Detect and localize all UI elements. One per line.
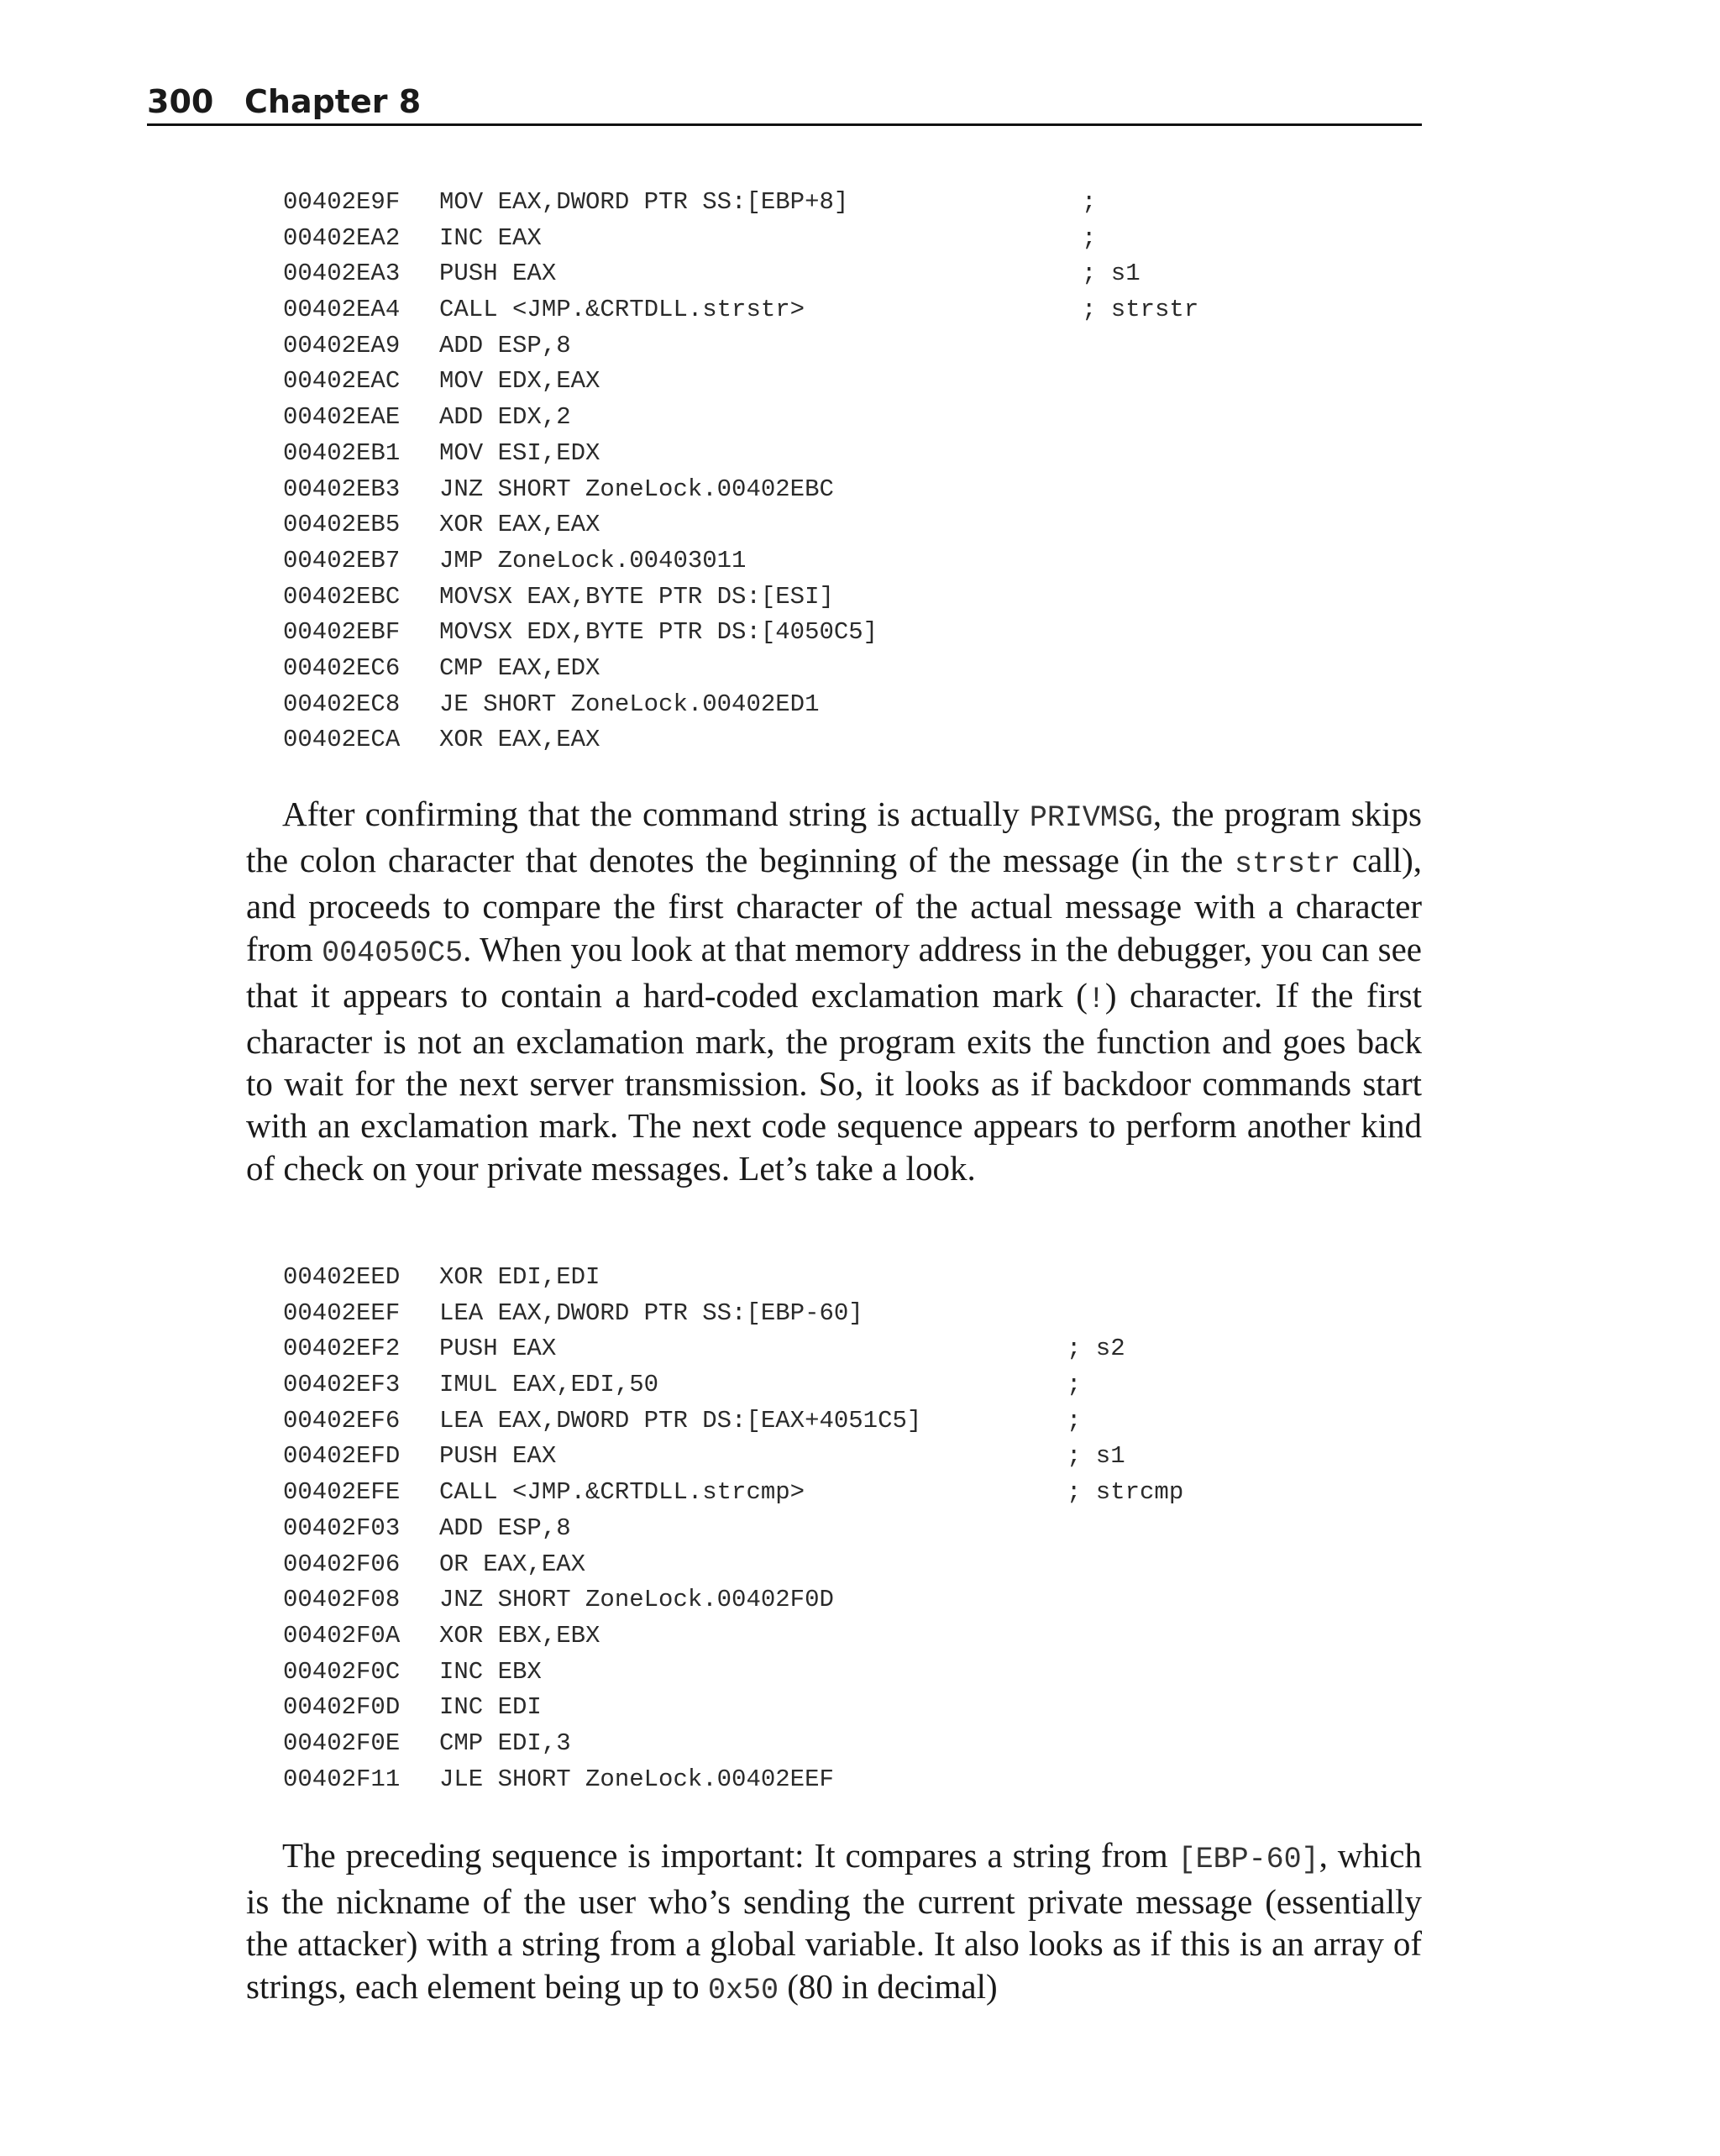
code-line bbox=[0, 292, 1720, 328]
code-line bbox=[0, 722, 1720, 758]
code-address: 00402EF6 bbox=[283, 1406, 401, 1435]
code-instruction: CALL <JMP.&CRTDLL.strstr> bbox=[439, 296, 805, 324]
code-instruction: ADD EDX,2 bbox=[439, 403, 571, 432]
code-line bbox=[0, 1260, 1720, 1296]
code-comment: ; bbox=[1082, 223, 1097, 252]
code-instruction: INC EBX bbox=[439, 1657, 542, 1686]
code-line bbox=[0, 1331, 1720, 1367]
code-listing-1 bbox=[0, 185, 1720, 758]
code-line bbox=[0, 400, 1720, 436]
code-address: 00402EFE bbox=[283, 1478, 401, 1507]
code-instruction: MOVSX EAX,BYTE PTR DS:[ESI] bbox=[439, 582, 834, 611]
code-line bbox=[0, 1762, 1720, 1798]
code-address: 00402ECA bbox=[283, 726, 401, 754]
code-address: 00402EFD bbox=[283, 1442, 401, 1471]
page-header bbox=[147, 79, 1422, 126]
code-listing-2 bbox=[0, 1260, 1720, 1797]
code-line bbox=[0, 1690, 1720, 1726]
code-instruction: MOVSX EDX,BYTE PTR DS:[4050C5] bbox=[439, 618, 878, 647]
code-address: 00402EA2 bbox=[283, 223, 401, 252]
code-line bbox=[0, 1582, 1720, 1618]
code-instruction: ADD ESP,8 bbox=[439, 1513, 571, 1542]
code-instruction: CMP EAX,EDX bbox=[439, 653, 600, 682]
code-instruction: INC EAX bbox=[439, 223, 542, 252]
code-address: 00402EED bbox=[283, 1263, 401, 1291]
code-instruction: CALL <JMP.&CRTDLL.strcmp> bbox=[439, 1478, 805, 1507]
code-line bbox=[0, 1367, 1720, 1403]
code-comment: ; s1 bbox=[1082, 260, 1141, 288]
paragraph-text: After confirming that the command string is actually bbox=[282, 795, 1030, 833]
code-line bbox=[0, 472, 1720, 508]
code-instruction: ADD ESP,8 bbox=[439, 331, 571, 359]
code-line bbox=[0, 1726, 1720, 1762]
code-address: 00402F06 bbox=[283, 1550, 401, 1578]
code-line bbox=[0, 221, 1720, 257]
code-line bbox=[0, 1475, 1720, 1511]
inline-code: [EBP-60] bbox=[1177, 1843, 1319, 1876]
code-line bbox=[0, 328, 1720, 365]
code-line bbox=[0, 507, 1720, 543]
code-line bbox=[0, 1655, 1720, 1691]
code-address: 00402E9F bbox=[283, 188, 401, 216]
chapter-title: Chapter 8 bbox=[244, 83, 422, 120]
paragraph-text: . When you look at that memory address in the debugger, you can see that it appears to contain a hard-coded exclamation mark ( bbox=[246, 929, 1422, 1015]
code-comment: ; s2 bbox=[1067, 1335, 1125, 1363]
code-instruction: MOV ESI,EDX bbox=[439, 438, 600, 467]
code-instruction: PUSH EAX bbox=[439, 1335, 557, 1363]
code-line bbox=[0, 436, 1720, 472]
code-address: 00402F11 bbox=[283, 1765, 401, 1793]
inline-code: PRIVMSG bbox=[1029, 801, 1153, 835]
code-comment: ; strcmp bbox=[1067, 1478, 1184, 1507]
code-line bbox=[0, 185, 1720, 221]
code-line bbox=[0, 364, 1720, 400]
code-line bbox=[0, 1296, 1720, 1332]
code-line bbox=[0, 1618, 1720, 1655]
paragraph-text: , which is the nickname of the user who’s sending the current private message (essentially the attacker) with a string from a global variable. It also looks as if this is an array of strings, each element being up to bbox=[246, 1836, 1422, 2006]
code-address: 00402F0E bbox=[283, 1728, 401, 1757]
inline-code: 0x50 bbox=[707, 1973, 779, 2007]
code-instruction: CMP EDI,3 bbox=[439, 1728, 571, 1757]
code-instruction: PUSH EAX bbox=[439, 260, 557, 288]
code-instruction: PUSH EAX bbox=[439, 1442, 557, 1471]
code-address: 00402EA9 bbox=[283, 331, 401, 359]
code-instruction: XOR EAX,EAX bbox=[439, 511, 600, 539]
code-address: 00402F0D bbox=[283, 1693, 401, 1722]
paragraph-text: , the program skips the colon character that denotes the beginning of the message (in the bbox=[246, 795, 1422, 880]
code-instruction: MOV EAX,DWORD PTR SS:[EBP+8] bbox=[439, 188, 849, 216]
code-address: 00402F0C bbox=[283, 1657, 401, 1686]
code-instruction: LEA EAX,DWORD PTR SS:[EBP-60] bbox=[439, 1298, 863, 1327]
code-comment: ; bbox=[1082, 188, 1097, 216]
code-comment: ; bbox=[1067, 1371, 1082, 1399]
code-instruction: MOV EDX,EAX bbox=[439, 367, 600, 396]
code-line bbox=[0, 687, 1720, 723]
code-address: 00402EBC bbox=[283, 582, 401, 611]
code-line bbox=[0, 1439, 1720, 1475]
code-address: 00402EC8 bbox=[283, 690, 401, 718]
code-instruction: LEA EAX,DWORD PTR DS:[EAX+4051C5] bbox=[439, 1406, 922, 1435]
code-instruction: JE SHORT ZoneLock.00402ED1 bbox=[439, 690, 820, 718]
body-paragraph-2 bbox=[246, 1834, 1422, 2012]
inline-code: ! bbox=[1087, 982, 1105, 1016]
paragraph-text: ) character. If the first character is not an exclamation mark, the program exits the function and goes back to wait for the next server transmission. So, it looks as if backdoor commands start with an exclamation mark. The next code sequence appears to perform another kind of check on your private messages. Let’s take a look. bbox=[246, 975, 1422, 1188]
code-instruction: OR EAX,EAX bbox=[439, 1550, 586, 1578]
code-address: 00402F03 bbox=[283, 1513, 401, 1542]
code-address: 00402F08 bbox=[283, 1586, 401, 1614]
page-number: 300 bbox=[147, 83, 214, 120]
code-line bbox=[0, 1511, 1720, 1547]
code-address: 00402EEF bbox=[283, 1298, 401, 1327]
code-line bbox=[0, 543, 1720, 580]
code-instruction: IMUL EAX,EDI,50 bbox=[439, 1371, 659, 1399]
code-address: 00402EBF bbox=[283, 618, 401, 647]
code-address: 00402F0A bbox=[283, 1621, 401, 1650]
code-address: 00402EAE bbox=[283, 403, 401, 432]
code-address: 00402EB1 bbox=[283, 438, 401, 467]
code-instruction: JLE SHORT ZoneLock.00402EEF bbox=[439, 1765, 834, 1793]
code-address: 00402EF2 bbox=[283, 1335, 401, 1363]
paragraph-text: call), and proceeds to compare the first character of the actual message with a character from bbox=[246, 841, 1422, 968]
inline-code: 004050C5 bbox=[322, 936, 464, 970]
code-line bbox=[0, 651, 1720, 687]
code-address: 00402EB3 bbox=[283, 475, 401, 503]
code-address: 00402EC6 bbox=[283, 653, 401, 682]
code-comment: ; s1 bbox=[1067, 1442, 1125, 1471]
code-line bbox=[0, 615, 1720, 651]
code-line bbox=[0, 256, 1720, 292]
code-address: 00402EB7 bbox=[283, 546, 401, 574]
paragraph-text: The preceding sequence is important: It compares a string from bbox=[282, 1836, 1178, 1875]
code-instruction: JNZ SHORT ZoneLock.00402EBC bbox=[439, 475, 834, 503]
code-address: 00402EA3 bbox=[283, 260, 401, 288]
code-line bbox=[0, 1403, 1720, 1440]
code-line bbox=[0, 580, 1720, 616]
inline-code: strstr bbox=[1235, 847, 1341, 882]
body-paragraph-1 bbox=[246, 793, 1422, 1189]
code-address: 00402EA4 bbox=[283, 296, 401, 324]
code-address: 00402EB5 bbox=[283, 511, 401, 539]
code-comment: ; bbox=[1067, 1406, 1082, 1435]
code-line bbox=[0, 1547, 1720, 1583]
code-address: 00402EAC bbox=[283, 367, 401, 396]
code-instruction: XOR EBX,EBX bbox=[439, 1621, 600, 1650]
paragraph-text: (80 in decimal) bbox=[778, 1966, 998, 2006]
code-instruction: JNZ SHORT ZoneLock.00402F0D bbox=[439, 1586, 834, 1614]
code-instruction: JMP ZoneLock.00403011 bbox=[439, 546, 747, 574]
code-instruction: INC EDI bbox=[439, 1693, 542, 1722]
code-instruction: XOR EDI,EDI bbox=[439, 1263, 600, 1291]
code-address: 00402EF3 bbox=[283, 1371, 401, 1399]
code-comment: ; strstr bbox=[1082, 296, 1199, 324]
code-instruction: XOR EAX,EAX bbox=[439, 726, 600, 754]
